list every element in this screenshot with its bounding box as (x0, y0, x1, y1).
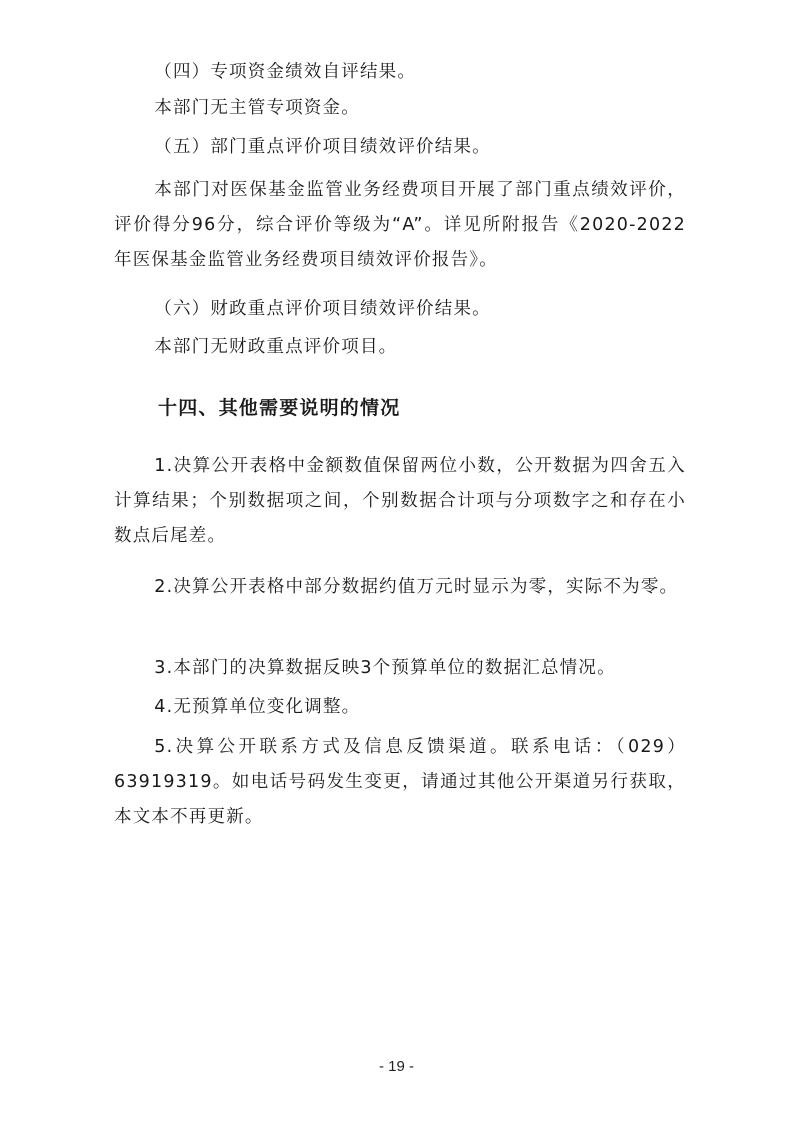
page-number: - 19 - (378, 1058, 414, 1075)
note-item-2: 2.决算公开表格中部分数据约值万元时显示为零，实际不为零。 (154, 577, 679, 597)
paragraph-no-special-funds: 本部门无主管专项资金。 (154, 98, 360, 118)
note-item-1: 1.决算公开表格中金额数值保留两位小数，公开数据为四舍五入计算结果；个别数据项之间，个别数据合计项与分项数字之和存在小数点后尾差。 (114, 456, 686, 546)
paragraph-special-funds-heading: （四）专项资金绩效自评结果。 (154, 62, 417, 82)
paragraph-no-fiscal-evaluation: 本部门无财政重点评价项目。 (154, 337, 398, 357)
paragraph-key-project-heading: （五）部门重点评价项目绩效评价结果。 (154, 137, 491, 157)
paragraph-key-project-result: 本部门对医保基金监管业务经费项目开展了部门重点绩效评价，评价得分96分，综合评价等级为“A”。详见所附报告《2020-2022年医保基金监管业务经费项目绩效评价报告》。 (114, 180, 686, 270)
note-item-5: 5.决算公开联系方式及信息反馈渠道。联系电话：（029）63919319。如电话号码发生变更，请通过其他公开渠道另行获取，本文本不再更新。 (114, 737, 686, 827)
note-item-4: 4.无预算单位变化调整。 (154, 697, 361, 717)
note-item-3: 3.本部门的决算数据反映3个预算单位的数据汇总情况。 (154, 658, 616, 678)
section-heading: 十四、其他需要说明的情况 (158, 397, 401, 419)
paragraph-fiscal-evaluation-heading: （六）财政重点评价项目绩效评价结果。 (154, 299, 491, 319)
